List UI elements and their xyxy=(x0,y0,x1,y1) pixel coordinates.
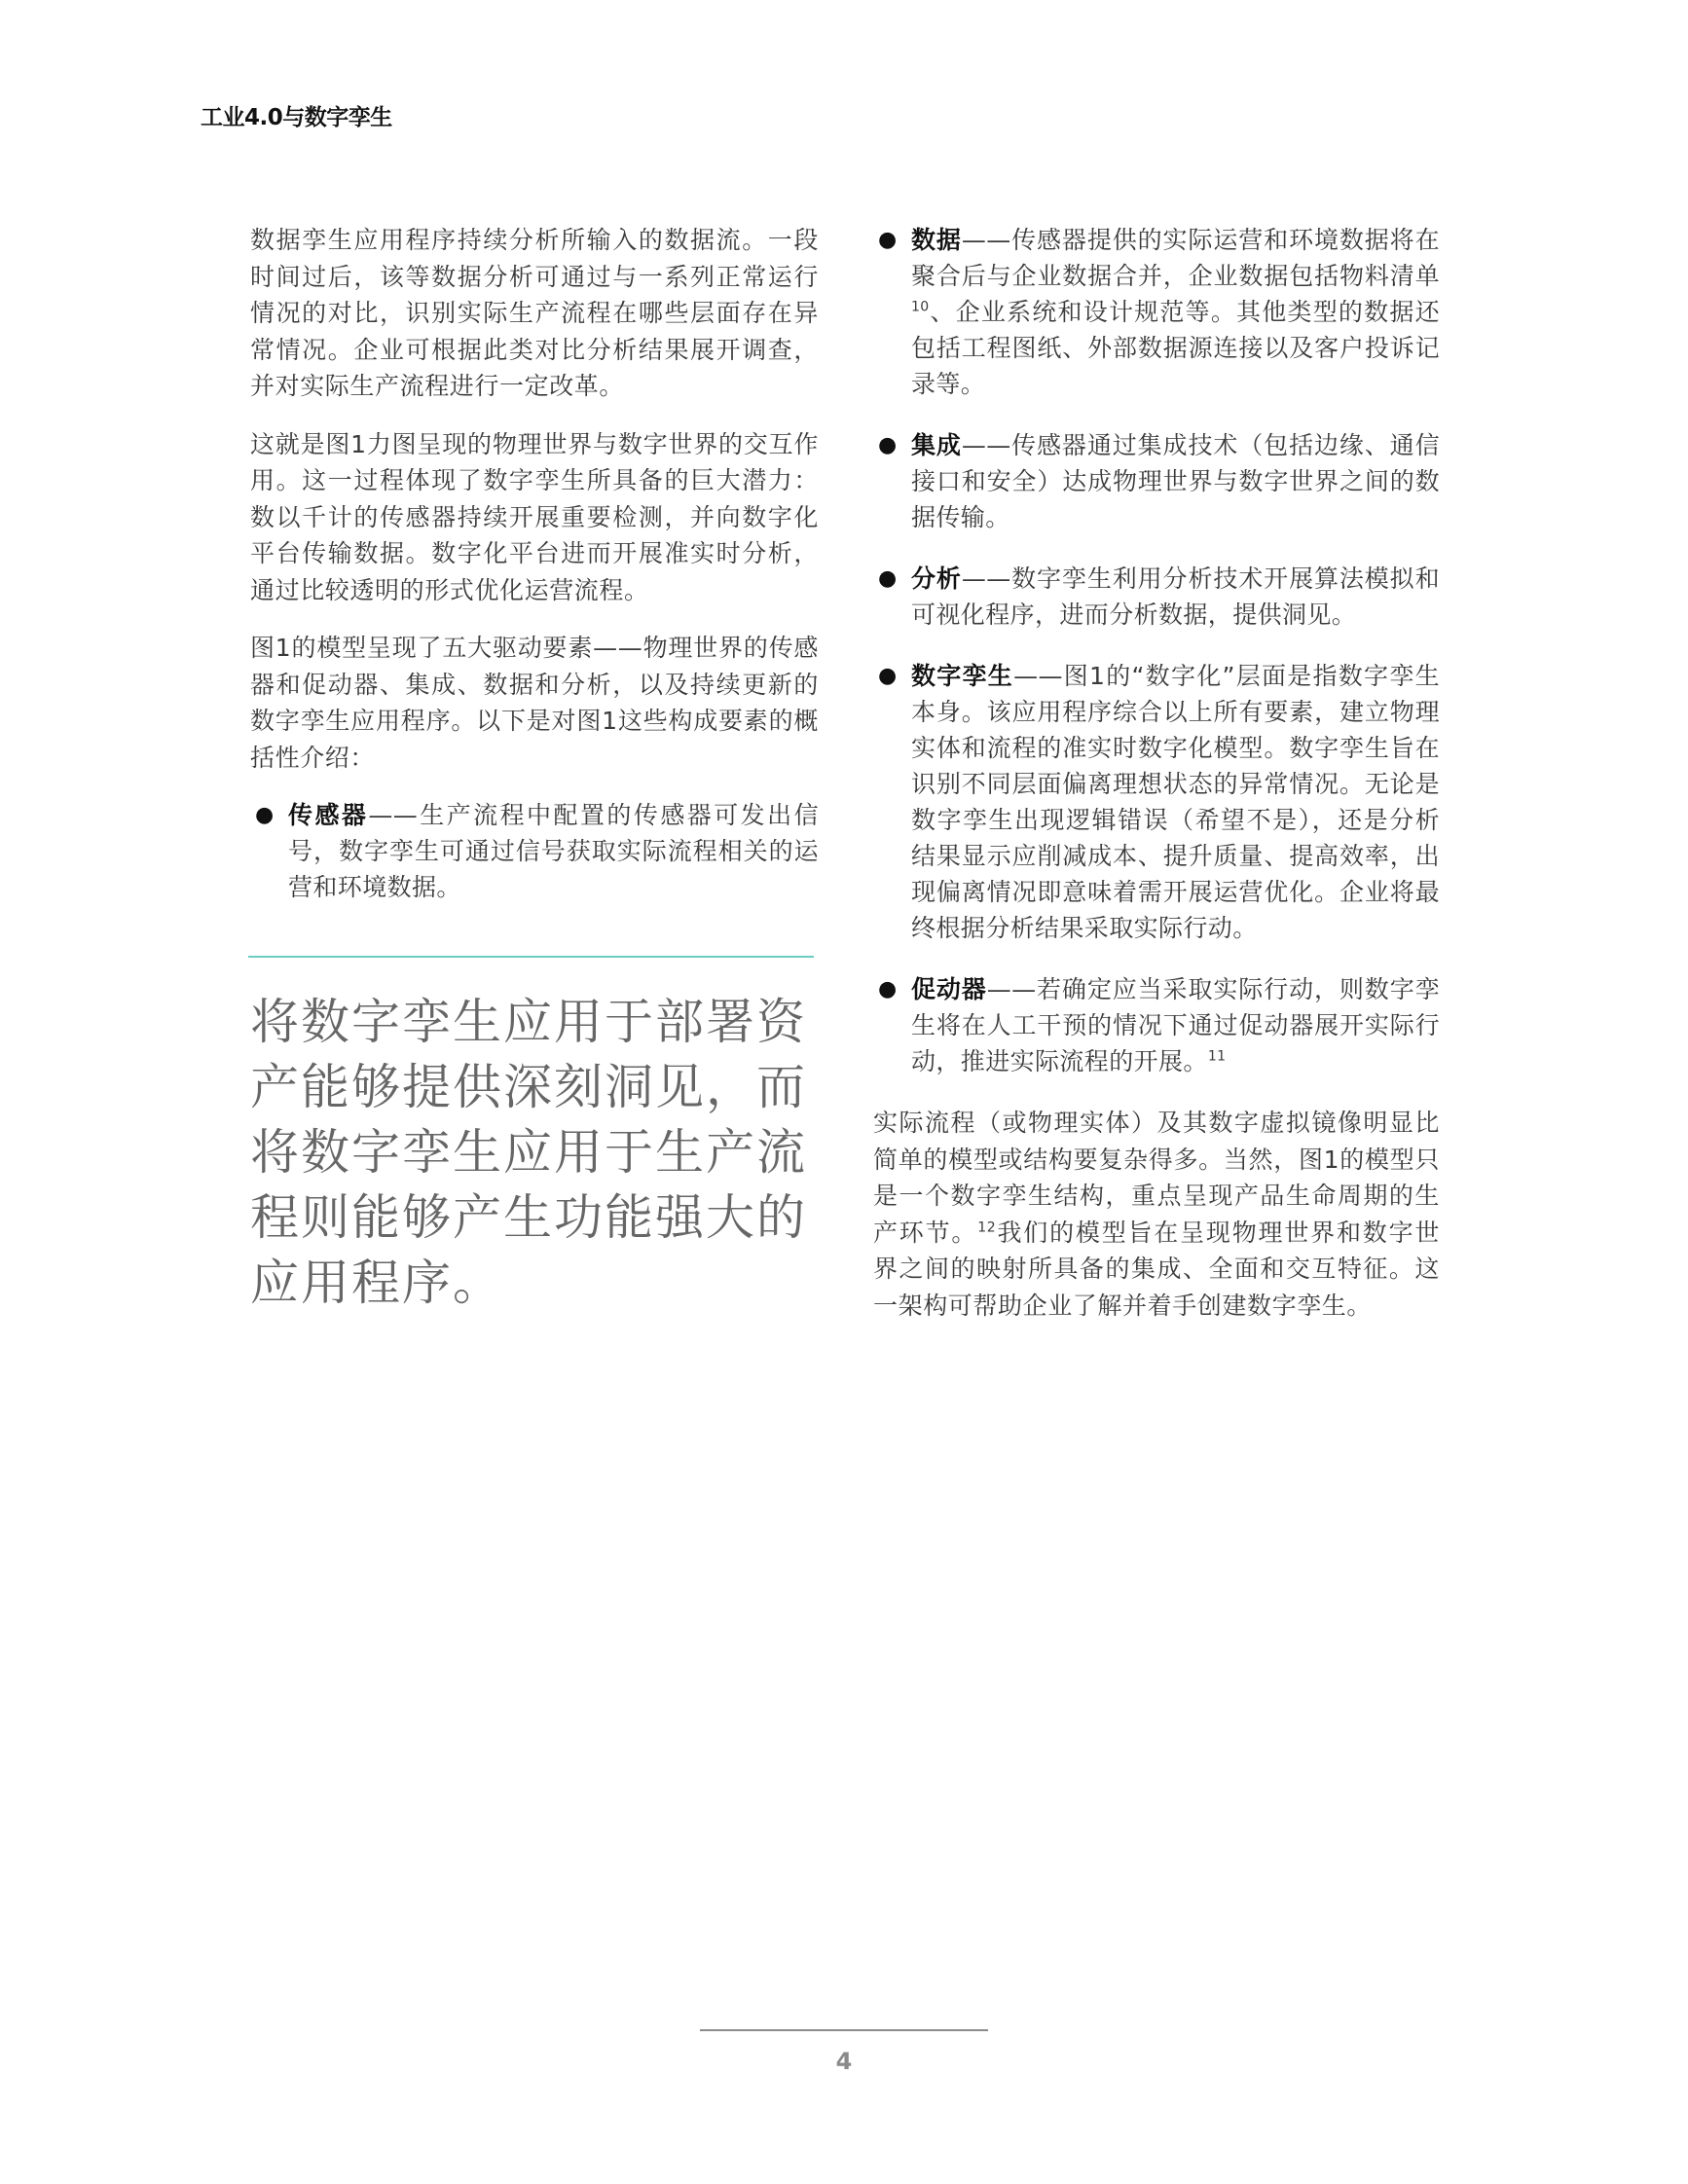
bullet-term: 数据 xyxy=(911,226,962,254)
bullet-item-sensors xyxy=(250,797,819,905)
bullet-icon: ● xyxy=(878,566,898,591)
bullet-term: 集成 xyxy=(911,431,962,459)
bullet-text: ——生产流程中配置的传感器可发出信号，数字孪生可通过信号获取实际流程相关的运营和环境数据。 xyxy=(288,801,819,901)
bullet-item-integration xyxy=(873,427,1440,535)
bullet-icon: ● xyxy=(255,803,275,827)
bullet-icon: ● xyxy=(878,664,898,688)
bullet-item-actuators xyxy=(873,971,1440,1079)
footer-divider xyxy=(700,2029,988,2031)
bullet-item-data xyxy=(873,222,1440,402)
bullet-list xyxy=(250,797,819,905)
body-paragraph: 图1的模型呈现了五大驱动要素——物理世界的传感器和促动器、集成、数据和分析，以及持续更新的数字孪生应用程序。以下是对图1这些构成要素的概括性介绍： xyxy=(250,634,819,772)
body-paragraph: 这就是图1力图呈现的物理世界与数字世界的交互作用。这一过程体现了数字孪生所具备的巨大潜力：数以千计的传感器持续开展重要检测，并向数字化平台传输数据。数字化平台进而开展准实时分析，通过比较透明的形式优化运营流程。 xyxy=(250,429,819,604)
bullet-term: 数字孪生 xyxy=(911,662,1014,690)
bullet-item-digital-twin xyxy=(873,658,1440,946)
pull-quote: 将数字孪生应用于部署资产能够提供深刻洞见，而将数字孪生应用于生产流程则能够产生功能强大的应用程序。 xyxy=(250,994,807,1311)
bullet-icon: ● xyxy=(878,977,898,1001)
footnote-ref[interactable]: 10 xyxy=(911,299,930,315)
left-column xyxy=(250,222,819,930)
footnote-ref[interactable]: 12 xyxy=(977,1219,997,1236)
running-header-title: 工业4.0与数字孪生 xyxy=(201,105,392,130)
bullet-icon: ● xyxy=(878,228,898,252)
bullet-text: ——传感器提供的实际运营和环境数据将在聚合后与企业数据合并，企业数据包括物料清单 xyxy=(911,226,1440,290)
bullet-item-analytics xyxy=(873,561,1440,633)
footnote-ref[interactable]: 11 xyxy=(1207,1048,1227,1065)
pull-quote-divider xyxy=(248,956,814,958)
closing-text: 实际流程（或物理实体）及其数字虚拟镜像明显比简单的模型或结构要复杂得多。当然，图1的模型只是一个数字孪生结构，重点呈现产品生命周期的生产环节。 xyxy=(873,1109,1440,1247)
bullet-term: 分析 xyxy=(911,564,962,593)
closing-text: 我们的模型旨在呈现物理世界和数字世界之间的映射所具备的集成、全面和交互特征。这一架构可帮助企业了解并着手创建数字孪生。 xyxy=(873,1218,1440,1320)
right-column xyxy=(873,222,1440,1345)
closing-paragraph xyxy=(873,1105,1440,1324)
bullet-list xyxy=(873,222,1440,1079)
page-number: 4 xyxy=(835,2048,853,2075)
body-paragraph: 数据孪生应用程序持续分析所输入的数据流。一段时间过后，该等数据分析可通过与一系列正常运行情况的对比，识别实际生产流程在哪些层面存在异常情况。企业可根据此类对比分析结果展开调查，并对实际生产流程进行一定改革。 xyxy=(250,226,819,400)
bullet-icon: ● xyxy=(878,433,898,457)
bullet-text: 、企业系统和设计规范等。其他类型的数据还包括工程图纸、外部数据源连接以及客户投诉记录等。 xyxy=(911,298,1440,398)
bullet-text: ——传感器通过集成技术（包括边缘、通信接口和安全）达成物理世界与数字世界之间的数据传输。 xyxy=(911,431,1440,531)
bullet-text: ——数字孪生利用分析技术开展算法模拟和可视化程序，进而分析数据，提供洞见。 xyxy=(911,564,1440,629)
bullet-term: 促动器 xyxy=(911,975,987,1003)
bullet-term: 传感器 xyxy=(288,801,369,829)
bullet-text: ——若确定应当采取实际行动，则数字孪生将在人工干预的情况下通过促动器展开实际行动，推进实际流程的开展。 xyxy=(911,975,1440,1075)
bullet-text: ——图1的“数字化”层面是指数字孪生本身。该应用程序综合以上所有要素，建立物理实体和流程的准实时数字化模型。数字孪生旨在识别不同层面偏离理想状态的异常情况。无论是数字孪生出现逻辑错误（希望不是），还是分析结果显示应削减成本、提升质量、提高效率，出现偏离情况即意味着需开展运营优化。企业将最终根据分析结果采取实际行动。 xyxy=(911,662,1440,942)
